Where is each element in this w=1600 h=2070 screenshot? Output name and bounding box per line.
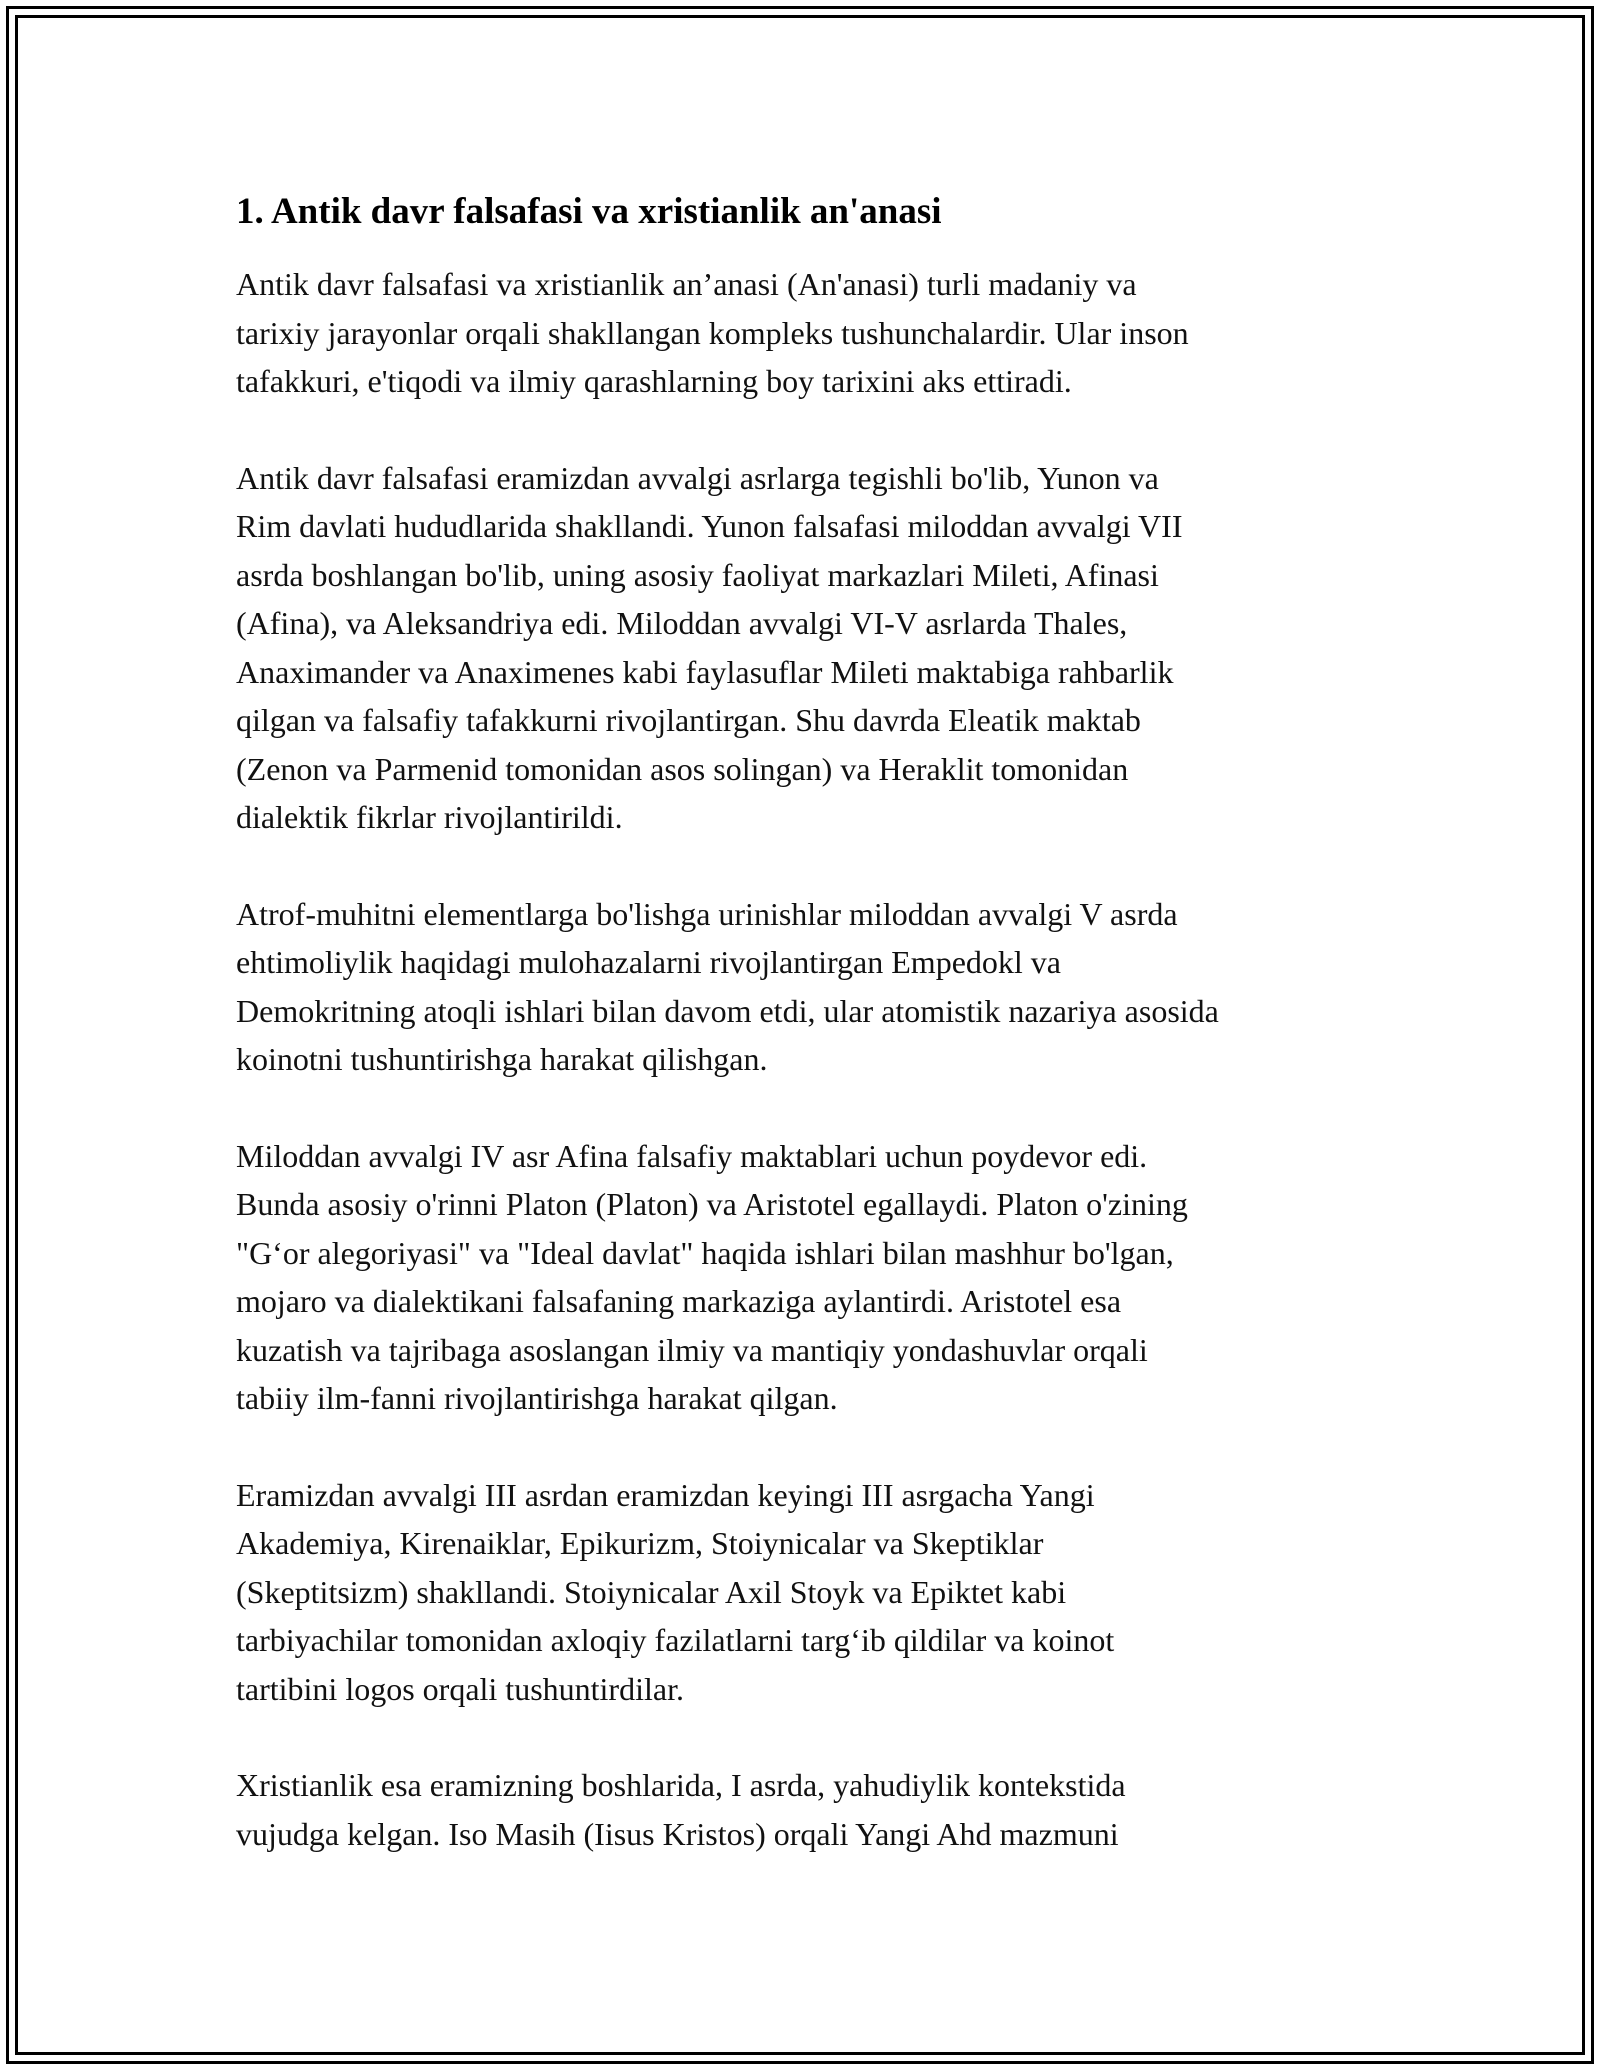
document-body (236, 186, 1376, 1906)
text-line: (Skeptitsizm) shakllandi. Stoiynicalar Axil Stoyk va Epiktet kabi (236, 1573, 1067, 1610)
paragraph (236, 1761, 1376, 1858)
text-line: Akademiya, Kirenaiklar, Epikurizm, Stoiynicalar va Skeptiklar (236, 1525, 1044, 1561)
text-line: Anaximander va Anaximenes kabi faylasuflar Mileti maktabiga rahbarlik (236, 653, 1174, 690)
text-line: tarbiyachilar tomonidan axloqiy fazilatlarni targ‘ib qildilar va koinot (236, 1622, 1115, 1658)
text-line: (Zenon va Parmenid tomonidan asos solingan) va Heraklit tomonidan (236, 750, 1129, 787)
text-line: Antik davr falsafasi eramizdan avvalgi asrlarga tegishli bo'lib, Yunon va (236, 459, 1159, 496)
text-line: Atrof-muhitni elementlarga bo'lishga urinishlar miloddan avvalgi V asrda (236, 895, 1178, 932)
text-line: mojaro va dialektikani falsafaning markaziga aylantirdi. Aristotel esa (236, 1283, 1122, 1319)
paragraph (236, 890, 1376, 1084)
text-line: Antik davr falsafasi va xristianlik an’anasi (An'anasi) turli madaniy va (236, 266, 1137, 302)
paragraph (236, 1471, 1376, 1714)
text-line: dialektik fikrlar rivojlantirildi. (236, 799, 623, 835)
section-heading: 1. Antik davr falsafasi va xristianlik an'anasi (236, 191, 942, 232)
text-line: Demokritning atoqli ishlari bilan davom etdi, ular atomistik nazariya asosida (236, 992, 1219, 1029)
text-line: (Afina), va Aleksandriya edi. Miloddan avvalgi VI-V asrlarda Thales, (236, 605, 1128, 641)
text-line: ehtimoliylik haqidagi mulohazalarni rivojlantirgan Empedokl va (236, 944, 1061, 980)
text-line: qilgan va falsafiy tafakkurni rivojlantirgan. Shu davrda Eleatik maktab (236, 702, 1141, 738)
text-line: tarixiy jarayonlar orqali shakllangan kompleks tushunchalardir. Ular inson (236, 314, 1189, 351)
text-line: Xristianlik esa eramizning boshlarida, I asrda, yahudiylik kontekstida (236, 1767, 1126, 1803)
text-line: tartibini logos orqali tushuntirdilar. (236, 1670, 684, 1707)
text-line: vujudga kelgan. Iso Masih (Iisus Kristos) orqali Yangi Ahd mazmuni (236, 1815, 1119, 1852)
text-line: "G‘or alegoriyasi" va "Ideal davlat" haqida ishlari bilan mashhur bo'lgan, (236, 1234, 1174, 1271)
paragraph (236, 260, 1376, 406)
paragraph (236, 1132, 1376, 1423)
text-line: Eramizdan avvalgi III asrdan eramizdan keyingi III asrgacha Yangi (236, 1476, 1095, 1513)
paragraph (236, 454, 1376, 842)
text-line: Bunda asosiy o'rinni Platon (Platon) va Aristotel egallaydi. Platon o'zining (236, 1186, 1188, 1222)
text-line: kuzatish va tajribaga asoslangan ilmiy va mantiqiy yondashuvlar orqali (236, 1331, 1148, 1368)
text-line: Miloddan avvalgi IV asr Afina falsafiy maktablari uchun poydevor edi. (236, 1137, 1148, 1174)
text-line: tabiiy ilm-fanni rivojlantirishga harakat qilgan. (236, 1380, 838, 1416)
text-line: koinotni tushuntirishga harakat qilishgan. (236, 1041, 768, 1077)
text-line: asrda boshlangan bo'lib, uning asosiy faoliyat markazlari Mileti, Afinasi (236, 556, 1159, 593)
text-line: Rim davlati hududlarida shakllandi. Yunon falsafasi miloddan avvalgi VII (236, 508, 1183, 544)
text-line: tafakkuri, e'tiqodi va ilmiy qarashlarning boy tarixini aks ettiradi. (236, 363, 1072, 399)
